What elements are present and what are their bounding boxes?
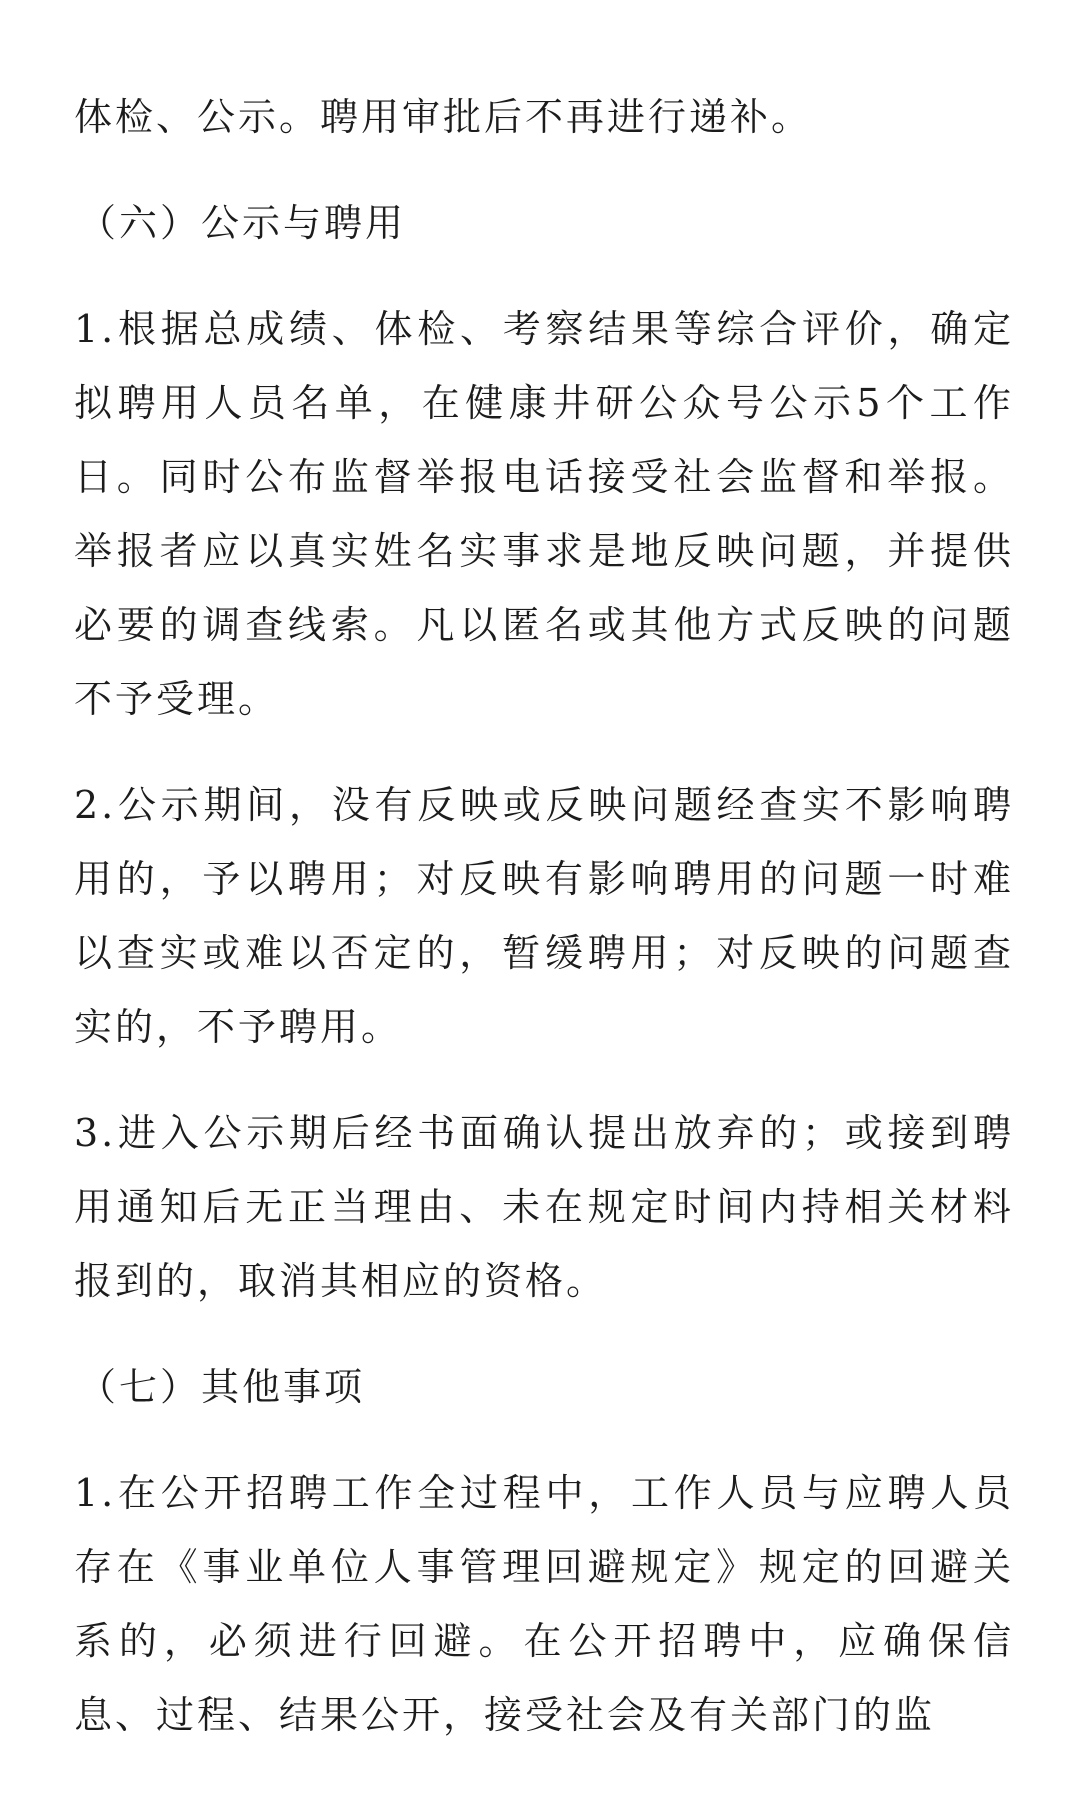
paragraph-item-2: 2.公示期间，没有反映或反映问题经查实不影响聘用的，予以聘用；对反映有影响聘用的问题一时难以查实或难以否定的，暂缓聘用；对反映的问题查实的，不予聘用。 (74, 783, 1014, 1049)
article-body (74, 80, 1014, 1752)
paragraph-item-3: 3.进入公示期后经书面确认提出放弃的；或接到聘用通知后无正当理由、未在规定时间内持相关材料报到的，取消其相应的资格。 (74, 1111, 1014, 1303)
paragraph-continuation: 体检、公示。聘用审批后不再进行递补。 (74, 95, 813, 139)
paragraph-item-1: 1.根据总成绩、体检、考察结果等综合评价，确定拟聘用人员名单，在健康井研公众号公示5个工作日。同时公布监督举报电话接受社会监督和举报。举报者应以真实姓名实事求是地反映问题，并提供必要的调查线索。凡以匿名或其他方式反映的问题不予受理。 (74, 307, 1014, 721)
section-heading-other-matters: （七）其他事项 (78, 1365, 366, 1409)
paragraph-other-item-1: 1.在公开招聘工作全过程中，工作人员与应聘人员存在《事业单位人事管理回避规定》规定的回避关系的，必须进行回避。在公开招聘中，应确保信息、过程、结果公开，接受社会及有关部门的监 (74, 1471, 1014, 1737)
section-heading-publicity-and-hiring: （六）公示与聘用 (78, 201, 407, 245)
